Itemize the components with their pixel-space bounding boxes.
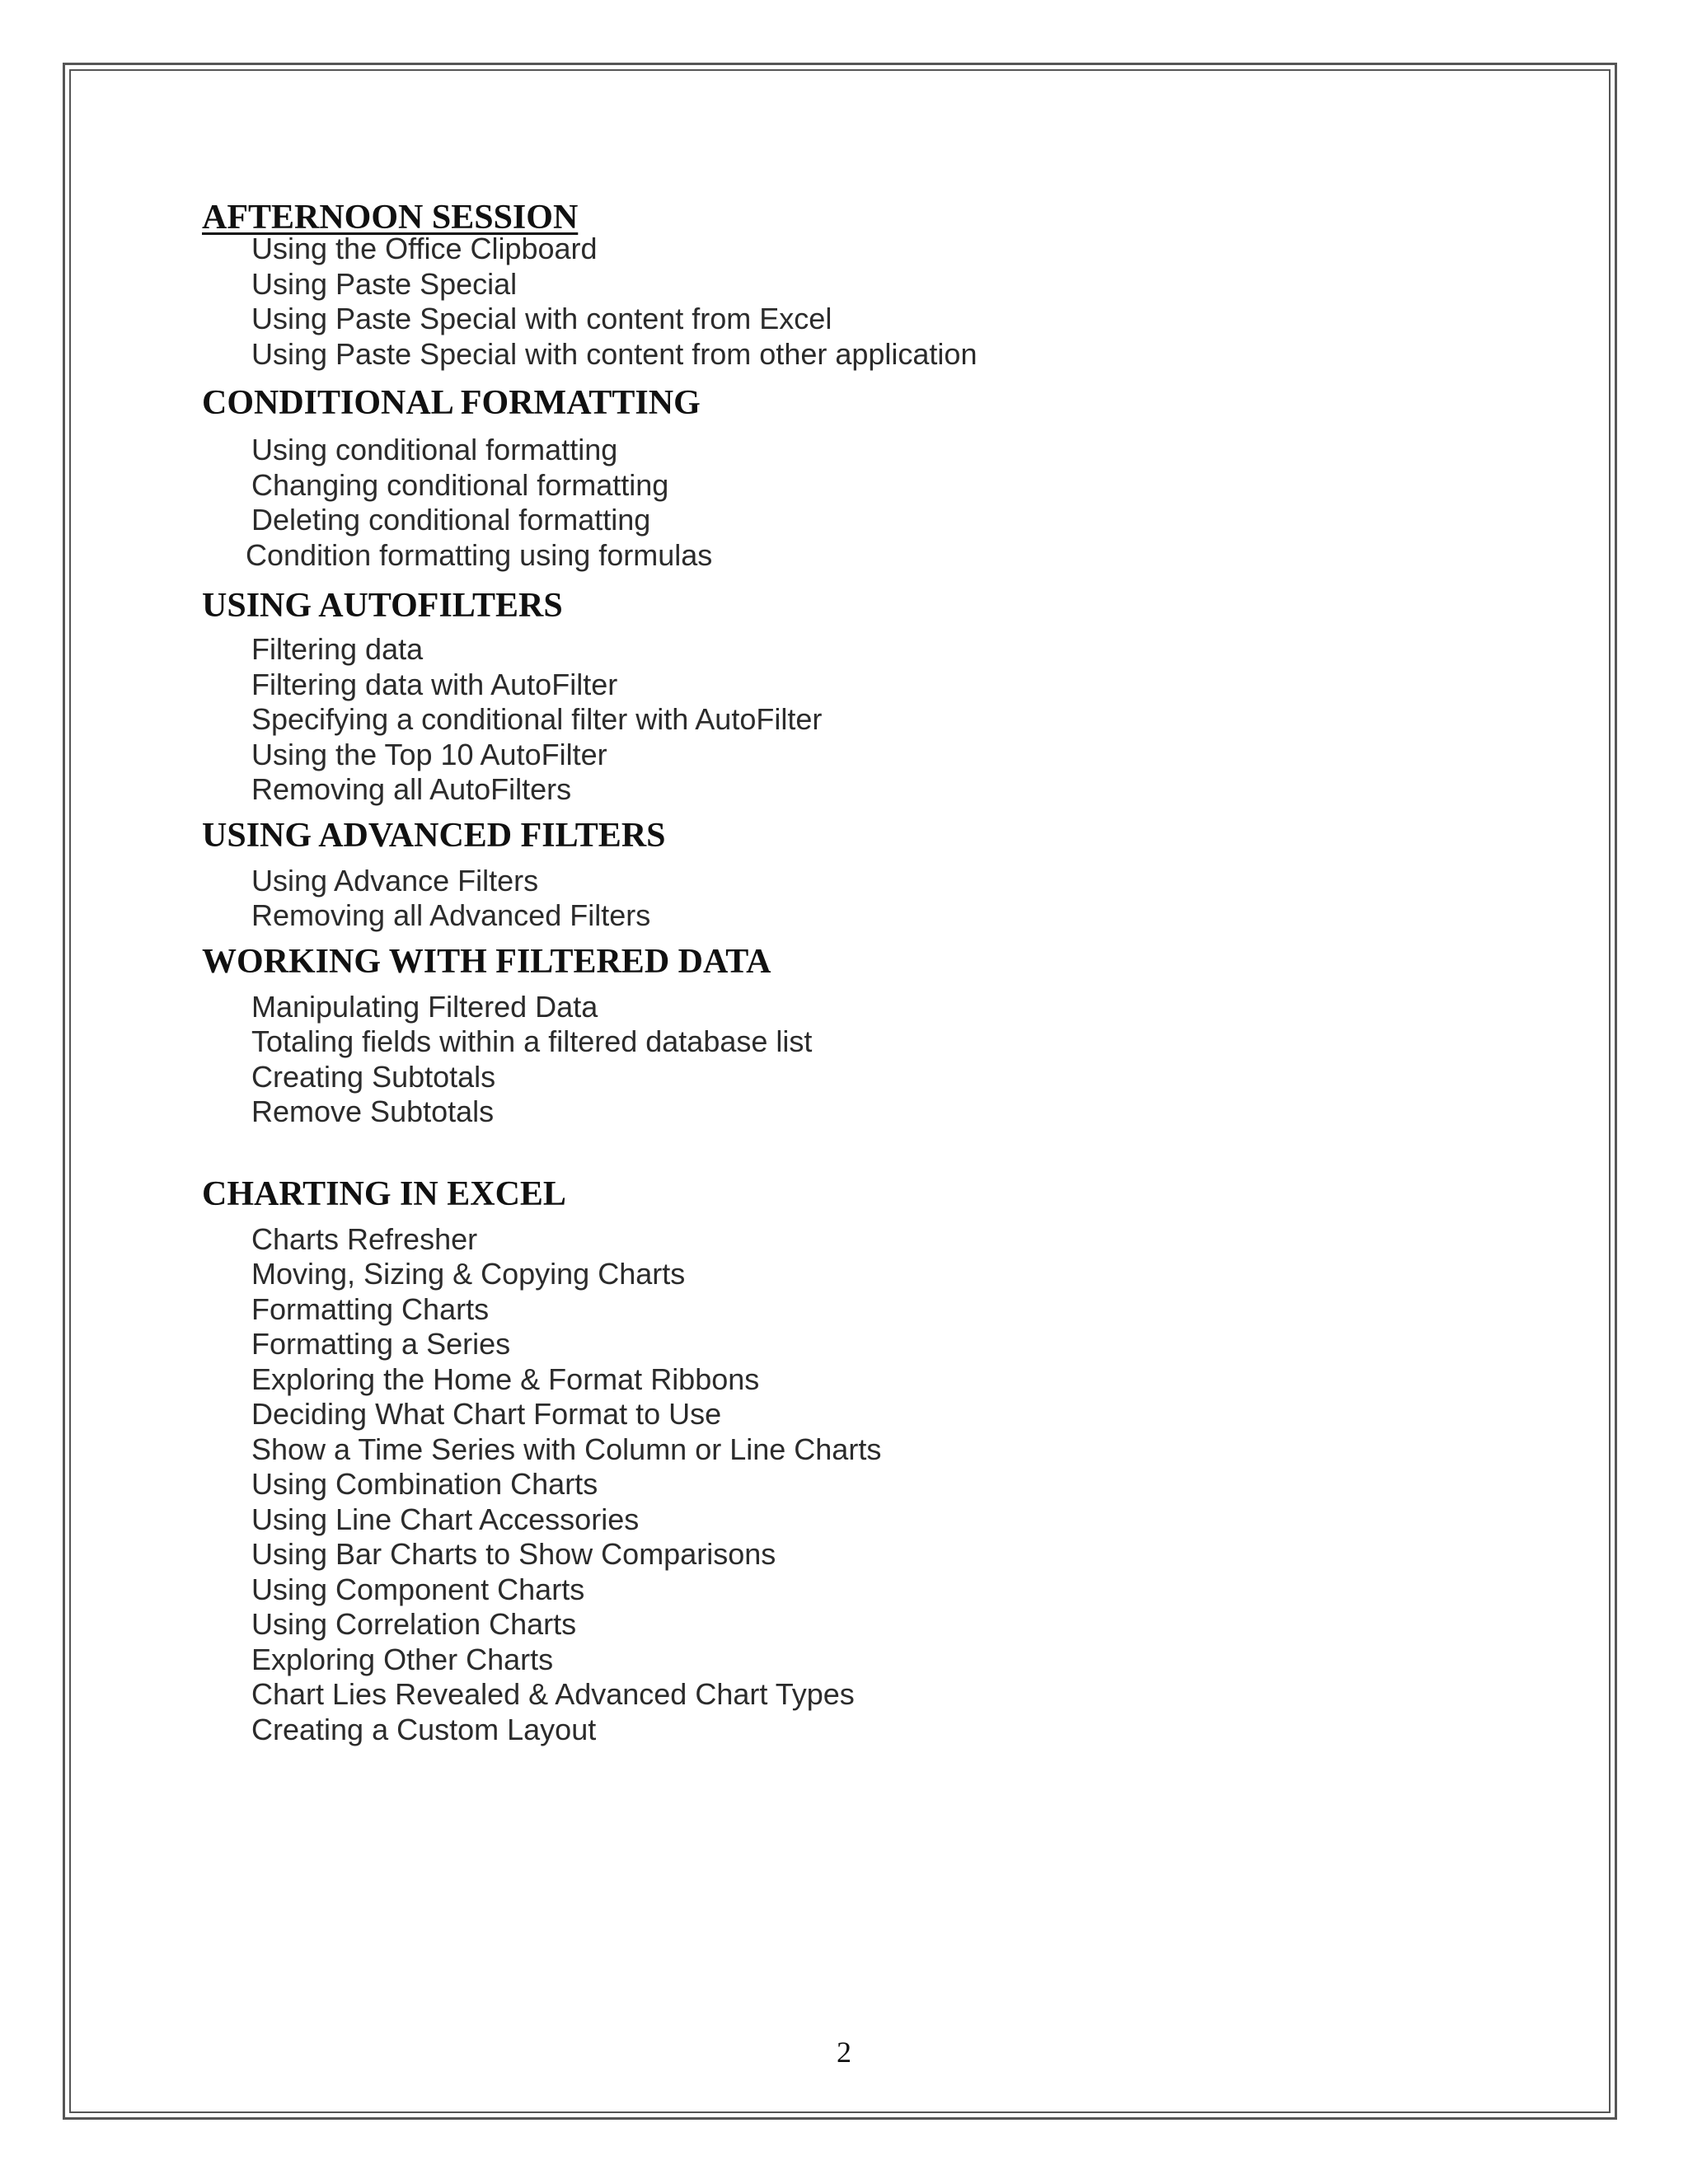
topic-list [202,433,1521,573]
list-item: Manipulating Filtered Data [251,989,598,1024]
section-using-autofilters [202,584,1521,808]
list-item: Show a Time Series with Column or Line Charts [251,1432,882,1466]
list-item: Remove Subtotals [251,1094,495,1128]
section-heading: WORKING WITH FILTERED DATA [202,942,771,981]
section-heading: USING AUTOFILTERS [202,587,563,625]
list-item: Removing all Advanced Filters [251,898,651,932]
topic-list [202,864,1521,934]
section-conditional-formatting [202,382,1521,573]
document-body [202,196,1521,1747]
list-item: Using Advance Filters [251,863,539,898]
section-charting-in-excel [202,1173,1521,1748]
list-item: Removing all AutoFilters [251,772,572,806]
list-item: Using Component Charts [251,1572,585,1606]
list-item: Using Bar Charts to Show Comparisons [251,1537,776,1571]
list-item: Using Paste Special with content from Excel [251,302,832,335]
section-heading: CHARTING IN EXCEL [202,1174,566,1213]
list-item: Using the Top 10 AutoFilter [251,737,607,771]
topic-list [202,632,1521,808]
list-item: Changing conditional formatting [251,467,669,502]
list-item: Using the Office Clipboard [251,232,598,265]
section-afternoon-session [202,196,1521,372]
list-item: Exploring the Home & Format Ribbons [251,1361,760,1396]
list-item: Creating a Custom Layout [251,1712,597,1746]
list-item: Creating Subtotals [251,1059,496,1094]
list-item: Filtering data with AutoFilter [251,667,618,701]
list-item: Filtering data [251,632,424,666]
section-heading: USING ADVANCED FILTERS [202,816,666,855]
list-item: Chart Lies Revealed & Advanced Chart Types [251,1677,855,1711]
list-item: Formatting a Series [251,1327,511,1361]
list-item: Specifying a conditional filter with AutoFilter [251,702,823,736]
page-number: 2 [837,2036,851,2069]
list-item: Moving, Sizing & Copying Charts [251,1257,686,1291]
list-item: Using Paste Special [251,266,518,301]
section-working-with-filtered-data [202,940,1521,1130]
list-item: Using conditional formatting [251,433,618,466]
list-item: Totaling fields within a filtered database list [251,1024,813,1058]
section-heading: CONDITIONAL FORMATTING [202,384,701,422]
list-item: Using Paste Special with content from other application [251,336,978,371]
list-item: Using Correlation Charts [251,1607,577,1641]
list-item: Using Line Chart Accessories [251,1502,640,1536]
list-item: Condition formatting using formulas [246,537,713,572]
list-item: Charts Refresher [251,1221,478,1256]
section-using-advanced-filters [202,814,1521,934]
list-item: Exploring Other Charts [251,1642,554,1676]
topic-list [202,232,1521,372]
list-item: Deleting conditional formatting [251,503,651,537]
list-item: Deciding What Chart Format to Use [251,1397,722,1431]
list-item: Using Combination Charts [251,1467,598,1501]
section-heading: AFTERNOON SESSION [202,199,579,237]
topic-list [202,990,1521,1130]
topic-list [202,1222,1521,1748]
list-item: Formatting Charts [251,1291,490,1326]
